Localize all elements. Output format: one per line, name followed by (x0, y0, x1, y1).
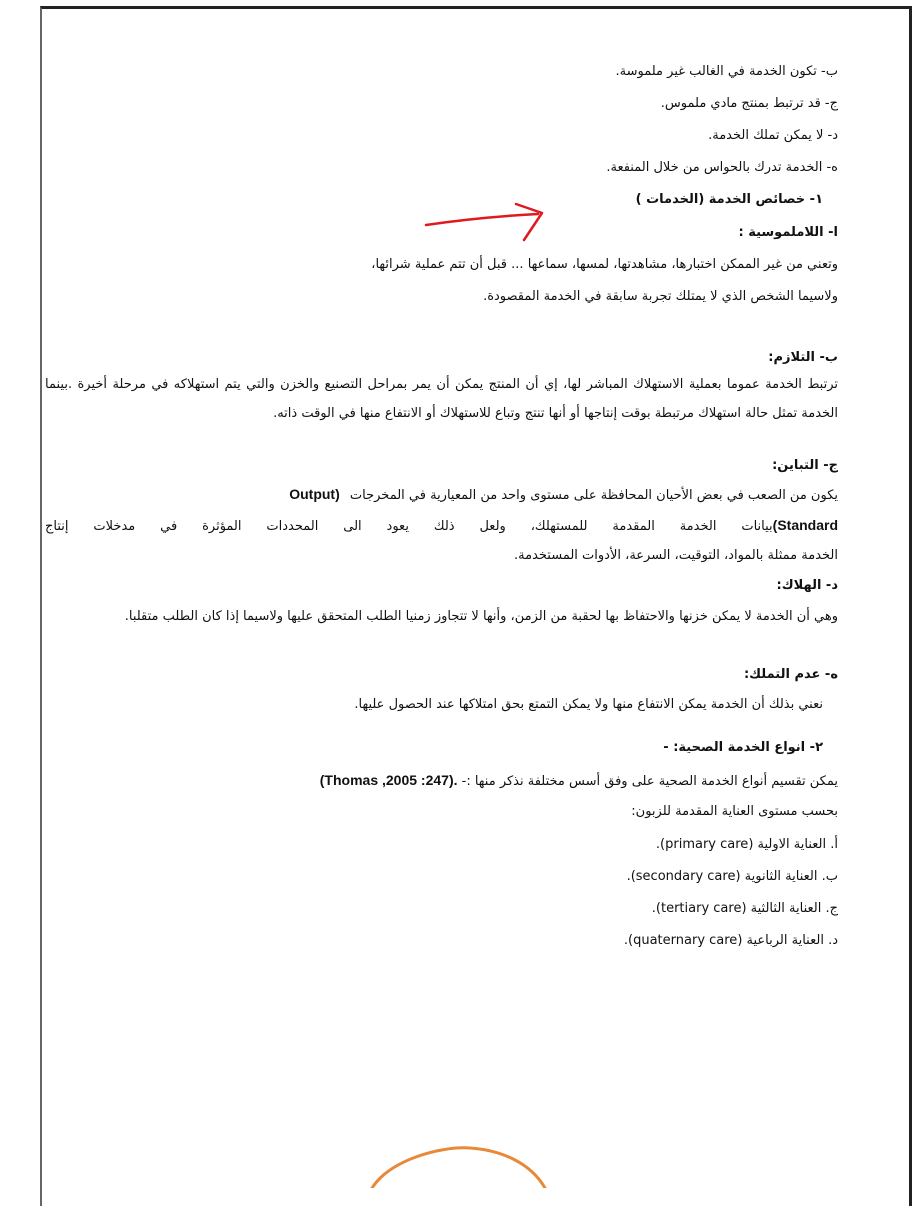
paragraph-classification (320, 770, 838, 792)
list-item-primary-care: أ. العناية الاولية (primary care). (655, 837, 838, 852)
paragraph-variability-3: الخدمة ممثلة بالمواد، التوقيت، السرعة، الأدوات المستخدمة. (514, 548, 838, 563)
red-arrow-annotation (420, 202, 550, 248)
classification-text: يمكن تقسيم أنواع الخدمة الصحية على وفق أسس مختلفة نذكر منها :- (461, 774, 838, 789)
paragraph-care-level-intro: بحسب مستوى العناية المقدمة للزبون: (631, 804, 838, 819)
list-item-tertiary-care: ج. العناية الثالثية (tertiary care). (651, 901, 838, 916)
variability-text-2: بيانات الخدمة المقدمة للمستهلك، ولعل ذلك يعود الى المحددات المؤثرة في مدخلات إنتاج (45, 519, 773, 534)
list-item-b: ب- تكون الخدمة في الغالب غير ملموسة. (615, 64, 838, 79)
paragraph-non-ownership: نعني بذلك أن الخدمة يمكن الانتفاع منها ولا يمكن التمتع بحق امتلاكها عند الحصول عليها. (354, 697, 823, 712)
orange-circle-annotation (360, 1140, 560, 1188)
list-item-d: د- لا يمكن تملك الخدمة. (708, 128, 838, 143)
paragraph-variability-2 (45, 515, 838, 537)
citation-thomas: (Thomas ,2005 :247). (319, 772, 458, 788)
subheading-intangibility: ا- اللاملموسية : (738, 225, 838, 240)
section-heading-characteristics: ١- خصائص الخدمة (الخدمات ) (635, 192, 823, 207)
paragraph-variability-1 (45, 484, 838, 506)
variability-text-1: يكون من الصعب في بعض الأحيان المحافظة على مستوى واحد من المعيارية في المخرجات (349, 488, 838, 503)
section-heading-health-service-types: ٢- انواع الخدمة الصحية: - (663, 740, 823, 755)
list-item-secondary-care: ب. العناية الثانوية (secondary care). (626, 869, 838, 884)
subheading-inseparability: ب- التلازم: (768, 350, 838, 365)
term-output: Output) (289, 486, 340, 502)
list-item-j: ج- قد ترتبط بمنتج مادي ملموس. (660, 96, 838, 111)
paragraph-intangibility-1: وتعني من غير الممكن اختبارها، مشاهدتها، لمسها، سماعها ... قبل أن تتم عملية شرائها، (371, 257, 838, 272)
subheading-non-ownership: ه- عدم التملك: (743, 667, 838, 682)
subheading-variability: ج- التباين: (772, 458, 838, 473)
subheading-perishability: د- الهلاك: (776, 578, 838, 593)
list-item-h: ه- الخدمة تدرك بالحواس من خلال المنفعة. (606, 160, 838, 175)
list-item-quaternary-care: د. العناية الرباعية (quaternary care). (623, 933, 838, 948)
paragraph-inseparability: ترتبط الخدمة عموما بعملية الاستهلاك المباشر لها، إي أن المنتج يمكن أن يمر بمراحل التصنيع والخزن والتي يتم استهلاكه في مرحلة أخيرة .بينما الخدمة تمثل حالة استهلاك مرتبطة بوقت إنتاجها أو أنها تنتج وتباع للاستهلاك أو الانتفاع منها في الوقت ذاته. (45, 377, 838, 421)
paragraph-perishability: وهي أن الخدمة لا يمكن خزنها والاحتفاظ بها لحقبة من الزمن، وأنها لا تتجاوز زمنيا الطلب المتحقق عليها ولاسيما إذا كان الطلب متقلبا. (124, 609, 838, 624)
term-standard: (Standard (772, 517, 838, 533)
paragraph-intangibility-2: ولاسيما الشخص الذي لا يمتلك تجربة سابقة في الخدمة المقصودة. (483, 289, 838, 304)
